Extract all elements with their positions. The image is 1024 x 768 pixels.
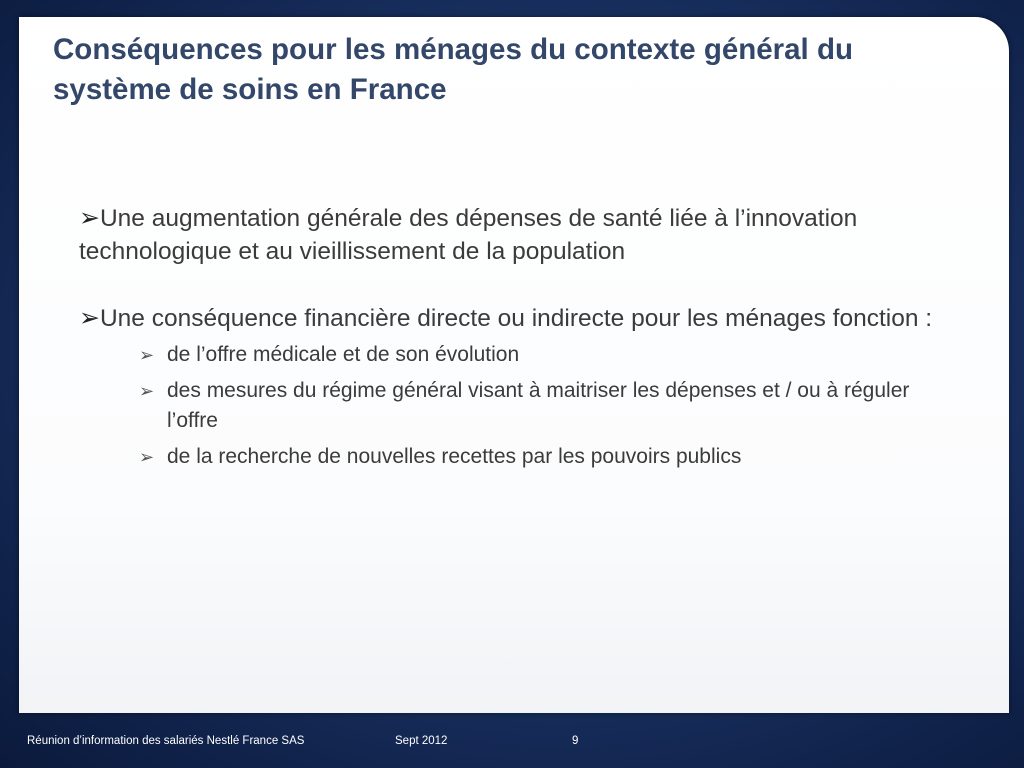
slide-content [79,202,959,478]
sub-bullet-text: de l’offre médicale et de son évolution [167,343,520,366]
sub-bullet-text: des mesures du régime général visant à maitriser les dépenses et / ou à réguler l’offre [167,379,910,432]
slide-title: Conséquences pour les ménages du contexte général du système de soins en France [53,33,853,106]
arrow-bullet-icon: ➢ [139,345,155,365]
footer-page-number: 9 [572,735,579,747]
arrow-bullet-icon: ➢ [139,447,155,467]
arrow-bullet-icon: ➢ [79,204,100,232]
sub-bullet-item [139,340,937,370]
sub-bullet-list [79,340,959,472]
arrow-bullet-icon: ➢ [79,304,100,332]
sub-bullet-text: de la recherche de nouvelles recettes par les pouvoirs publics [167,445,742,468]
footer-organization: Réunion d’information des salariés Nestlé France SAS [27,735,305,747]
sub-bullet-item [139,442,937,472]
footer-date: Sept 2012 [395,735,448,747]
bullet-text: Une conséquence financière directe ou indirecte pour les ménages fonction : [99,305,933,332]
sub-bullet-item [139,376,937,436]
bullet-point [79,202,959,268]
bullet-point [79,302,959,335]
bullet-text: Une augmentation générale des dépenses de santé liée à l’innovation technologique et au vieillissement de la population [79,205,858,265]
arrow-bullet-icon: ➢ [139,381,155,401]
